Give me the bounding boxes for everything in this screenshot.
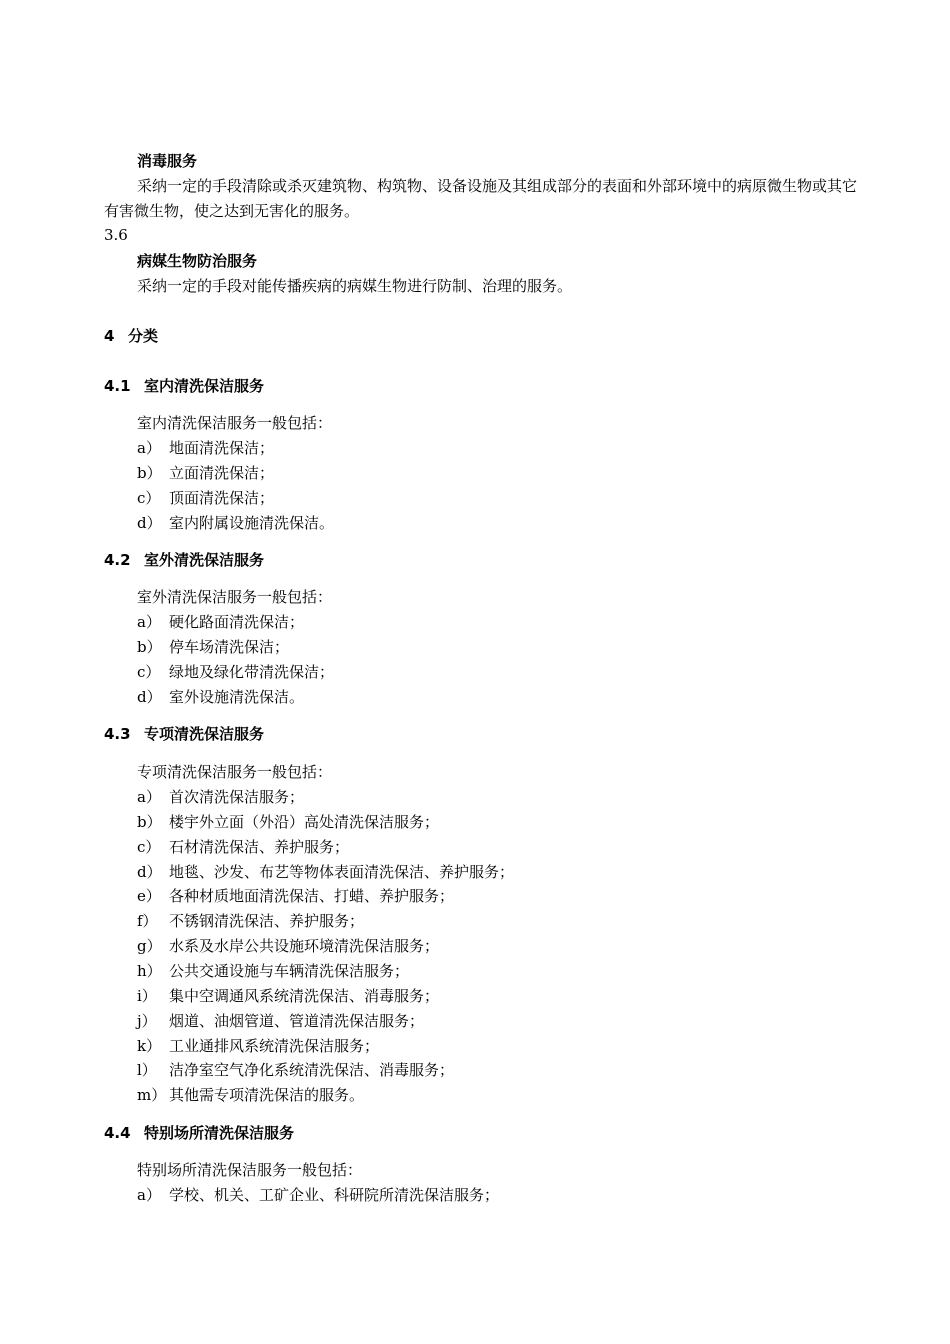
list-item [137,960,409,981]
list-marker: a） [137,1186,161,1204]
list-marker: a） [137,439,161,457]
section-heading [104,549,264,570]
list-text: 顶面清洗保洁； [169,489,275,507]
list-marker: a） [137,788,161,806]
section-intro: 室内清洗保洁服务一般包括： [137,414,333,432]
list-text: 地毯、沙发、布艺等物体表面清洗保洁、养护服务； [169,863,515,881]
term-number-3-6: 3.6 [104,226,128,244]
list-item [137,611,304,632]
list-text: 硬化路面清洗保洁； [169,613,305,631]
list-marker: l） [137,1061,157,1079]
list-item [137,935,439,956]
list-marker: d） [137,863,162,881]
list-text: 绿地及绿化带清洗保洁； [169,663,335,681]
list-item [137,437,274,458]
list-text: 工业通排风系统清洗保洁服务； [169,1037,380,1055]
list-marker: j） [137,1012,157,1030]
section-number: 4.3 [104,725,131,743]
list-item [137,1059,454,1080]
list-marker: b） [137,464,162,482]
section-intro: 专项清洗保洁服务一般包括： [137,763,333,781]
section-title: 专项清洗保洁服务 [144,725,265,743]
list-text: 公共交通设施与车辆清洗保洁服务； [169,962,410,980]
term-title-disinfection: 消毒服务 [137,152,198,170]
list-marker: a） [137,613,161,631]
chapter-number: 4 [104,327,115,345]
chapter-heading [104,325,158,346]
section-intro: 特别场所清洗保洁服务一般包括： [137,1161,363,1179]
list-text: 学校、机关、工矿企业、科研院所清洗保洁服务； [169,1186,500,1204]
list-text: 石材清洗保洁、养护服务； [169,838,350,856]
list-item [137,985,439,1006]
list-text: 洁净室空气净化系统清洗保洁、消毒服务； [169,1061,455,1079]
section-number: 4.1 [104,377,131,395]
list-marker: c） [137,838,161,856]
list-marker: i） [137,987,157,1005]
term-definition-vector: 采纳一定的手段对能传播疾病的病媒生物进行防制、治理的服务。 [137,277,573,295]
section-number: 4.4 [104,1124,131,1142]
list-marker: m） [137,1086,167,1104]
list-text: 不锈钢清洗保洁、养护服务； [169,912,365,930]
list-text: 地面清洗保洁； [169,439,275,457]
list-marker: g） [137,937,162,955]
list-item [137,636,289,657]
list-marker: k） [137,1037,162,1055]
section-number: 4.2 [104,551,131,569]
list-text: 楼宇外立面（外沿）高处清洗保洁服务； [169,813,440,831]
list-marker: d） [137,688,162,706]
list-text: 其他需专项清洗保洁的服务。 [169,1086,365,1104]
list-marker: c） [137,663,161,681]
list-item [137,512,334,533]
term-title-vector: 病媒生物防治服务 [137,252,258,270]
list-item [137,786,304,807]
list-text: 停车场清洗保洁； [169,638,290,656]
list-item [137,811,439,832]
list-marker: d） [137,514,162,532]
list-text: 各种材质地面清洗保洁、打蜡、养护服务； [169,887,455,905]
list-marker: b） [137,813,162,831]
list-item [137,1084,364,1105]
list-item [137,487,274,508]
list-marker: c） [137,489,161,507]
section-title: 室外清洗保洁服务 [144,551,265,569]
list-text: 室外设施清洗保洁。 [169,688,305,706]
section-heading [104,1122,294,1143]
list-item [137,910,364,931]
list-marker: f） [137,912,158,930]
section-title: 室内清洗保洁服务 [144,377,265,395]
list-item [137,661,334,682]
list-item [137,462,274,483]
term-definition-disinfection: 采纳一定的手段清除或杀灭建筑物、构筑物、设备设施及其组成部分的表面和外部环境中的病原微生物或其它有害微生物，使之达到无害化的服务。 [104,177,858,220]
list-text: 首次清洗保洁服务； [169,788,305,806]
section-heading [104,723,264,744]
list-text: 立面清洗保洁； [169,464,275,482]
list-item [137,1010,424,1031]
list-item [137,686,304,707]
list-text: 烟道、油烟管道、管道清洗保洁服务； [169,1012,425,1030]
list-marker: e） [137,887,161,905]
list-item [137,1035,379,1056]
list-item [137,861,514,882]
list-text: 室内附属设施清洗保洁。 [169,514,335,532]
list-item [137,885,454,906]
section-intro: 室外清洗保洁服务一般包括： [137,588,333,606]
section-title: 特别场所清洗保洁服务 [144,1124,295,1142]
section-heading [104,375,264,396]
chapter-title: 分类 [128,327,159,345]
list-item [137,1184,499,1205]
list-item [137,836,349,857]
list-text: 水系及水岸公共设施环境清洗保洁服务； [169,937,440,955]
list-marker: h） [137,962,162,980]
list-text: 集中空调通风系统清洗保洁、消毒服务； [169,987,440,1005]
list-marker: b） [137,638,162,656]
